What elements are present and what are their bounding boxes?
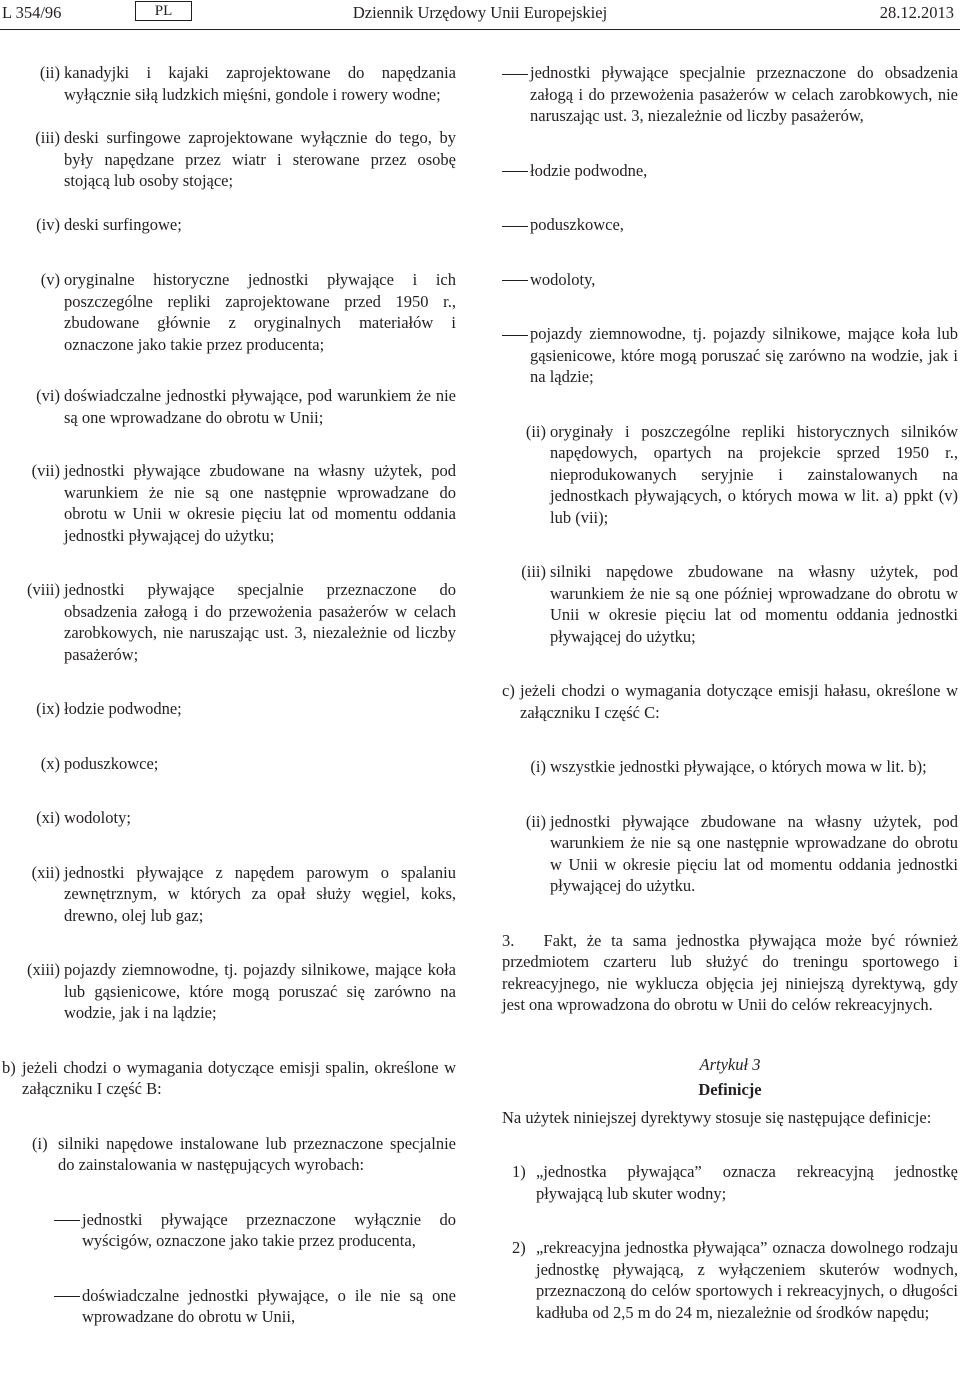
item-text: kanadyjki i kajaki zaprojektowane do napędzania wyłącznie siłą ludzkich mięśni, gondole i rowery wodne;: [64, 63, 456, 104]
left-column: [2, 62, 456, 1328]
publication-date: 28.12.2013: [879, 3, 954, 22]
paragraph-text: Fakt, że ta sama jednostka pływająca może być również przedmiotem czarteru lub służyć do treningu sportowego i rekreacyjnego, nie wyklucza objęcia jej niniejszą dyrektywą, gdy jest ona wprowadzona do obrotu w Unii do celów rekreacyjnych.: [502, 930, 958, 1014]
article-number: Artykuł 3: [699, 1054, 761, 1074]
item-text: oryginały i poszczególne repliki historycznych silników napędowych, opartych na projekcie sprzed 1950 r., nieprodukowanych seryjnie i zainstalowanych na jednostkach pływających, o których mowa w lit. a) ppkt (v) lub (vii);: [550, 421, 958, 527]
paragraph-3: [502, 930, 958, 1016]
dash-item: [502, 323, 958, 388]
item-text: jednostki pływające specjalnie przeznaczone do obsadzenia załogą i do przewożenia pasażerów w celach zarobkowych, nie naruszając ust. 3, niezależnie od liczby pasażerów,: [530, 63, 958, 125]
dash-marker: [502, 160, 528, 182]
item-number: (vi): [36, 386, 60, 405]
item-number: (i): [32, 1133, 48, 1153]
item-text: wodoloty;: [64, 808, 131, 827]
definition-text: „rekreacyjna jednostka pływająca” oznacza dowolnego rodzaju jednostkę pływającą, z wyłączeniem skuterów wodnych, przeznaczoną do celów sportowych i rekreacyjnych, o długości kadłuba od 2,5 m do 24 m, niezależnie od środków napędu;: [536, 1238, 958, 1322]
list-item: [2, 460, 456, 546]
list-item: [2, 959, 456, 1024]
item-text: oryginalne historyczne jednostki pływające i ich poszczególne repliki zaprojektowane przed 1950 r., zbudowane głównie z oryginalnych materiałów i oznaczone jako takie przez producenta;: [64, 270, 456, 354]
item-number: (x): [40, 753, 60, 773]
item-number: (viii): [27, 580, 60, 599]
item-text: jednostki pływające przeznaczone wyłącznie do wyścigów, oznaczone jako takie przez producenta,: [82, 1209, 456, 1250]
item-text: silniki napędowe zbudowane na własny użytek, pod warunkiem że nie są one później wprowadzane do obrotu w Unii w okresie pięciu lat od momentu oddania jednostki pływającej do użytku;: [550, 562, 958, 646]
item-text: jeżeli chodzi o wymagania dotyczące emisji hałasu, określone w załączniku I część C:: [520, 681, 958, 722]
item-number: (iii): [521, 562, 546, 581]
item-text: pojazdy ziemnowodne, tj. pojazdy silnikowe, mające koła lub gąsienicowe, które mogą poruszać się zarówno na wodzie, jak i na lądzie;: [64, 960, 456, 1022]
item-number: (xi): [36, 808, 60, 827]
item-text: pojazdy ziemnowodne, tj. pojazdy silnikowe, mające koła lub gąsienicowe, które mogą poruszać się zarówno na wodzie, jak i na lądzie;: [530, 324, 958, 386]
item-text: jednostki pływające zbudowane na własny użytek, pod warunkiem że nie są one następnie wprowadzane do obrotu w Unii w okresie pięciu lat od momentu oddania jednostki pływającej do użytku.: [550, 811, 958, 895]
list-item: [502, 811, 958, 897]
list-item: [2, 385, 456, 428]
item-text: poduszkowce;: [64, 753, 159, 773]
dash-item: [2, 1209, 456, 1252]
item-text: silniki napędowe instalowane lub przeznaczone specjalnie do zainstalowania w następujących wyrobach:: [58, 1133, 456, 1174]
item-text: jednostki pływające zbudowane na własny użytek, pod warunkiem że nie są one następnie wprowadzane do obrotu w Unii w okresie pięciu lat od momentu oddania jednostki pływającej do użytku;: [64, 461, 456, 545]
list-item: [502, 561, 958, 647]
dash-marker: [54, 1209, 80, 1231]
definition-number: 2): [512, 1238, 526, 1257]
item-number: (ii): [525, 421, 546, 441]
item-number: (ix): [36, 699, 60, 718]
list-item: [2, 698, 456, 720]
list-item: [2, 807, 456, 829]
item-text: deski surfingowe zaprojektowane wyłącznie do tego, by były napędzane przez wiatr i sterowane przez osobę stojącą lub osoby stojące;: [64, 128, 456, 190]
item-number: (xii): [31, 862, 60, 882]
item-text: jeżeli chodzi o wymagania dotyczące emisji spalin, określone w załączniku I część B:: [22, 1057, 456, 1098]
item-text: doświadczalne jednostki pływające, pod warunkiem że nie są one wprowadzane do obrotu w Unii;: [64, 386, 456, 427]
item-number: (vii): [31, 461, 60, 480]
dash-marker: [502, 269, 528, 291]
journal-title: Dziennik Urzędowy Unii Europejskiej: [352, 3, 608, 22]
list-item: [2, 1133, 456, 1176]
item-number: (xiii): [27, 960, 60, 979]
item-text: wodoloty,: [530, 269, 596, 289]
item-text: łodzie podwodne;: [64, 699, 182, 718]
item-number: (i): [530, 757, 546, 776]
item-text: jednostki pływające specjalnie przeznaczone do obsadzenia załogą i do przewożenia pasażerów w celach zarobkowych, nie naruszając ust. 3, niezależnie od liczby pasażerów;: [64, 580, 456, 664]
definition-number: 1): [512, 1162, 526, 1181]
dash-marker: [502, 323, 528, 345]
item-number: (ii): [39, 63, 60, 82]
right-column: [502, 62, 958, 1323]
list-item: [502, 756, 958, 778]
item-number: (ii): [525, 811, 546, 831]
paragraph-number: 3.: [502, 930, 515, 950]
item-number: (iii): [35, 128, 60, 147]
page-header: [0, 0, 960, 36]
dash-item: [2, 1285, 456, 1328]
item-text: wszystkie jednostki pływające, o których mowa w lit. b);: [550, 757, 927, 776]
list-item: [2, 214, 456, 236]
header-rule: [0, 29, 960, 30]
page-reference: L 354/96: [2, 3, 62, 22]
language-badge: PL: [135, 1, 192, 21]
item-text: doświadczalne jednostki pływające, o ile nie są one wprowadzane do obrotu w Unii,: [82, 1285, 456, 1326]
list-item: [2, 579, 456, 665]
list-item: [2, 269, 456, 355]
dash-item: [502, 214, 958, 236]
dash-item: [502, 62, 958, 127]
list-item: [2, 62, 456, 105]
definition-text: „jednostka pływająca” oznacza rekreacyjną jednostkę pływającą lub skuter wodny;: [536, 1162, 958, 1203]
list-item: [502, 421, 958, 529]
article-title: Definicje: [698, 1080, 762, 1099]
item-text: poduszkowce,: [530, 215, 624, 234]
item-letter: b): [2, 1057, 16, 1077]
item-number: (v): [40, 270, 60, 289]
list-item: [2, 753, 456, 775]
list-item: [2, 127, 456, 192]
dash-item: [502, 160, 958, 182]
dash-item: [502, 269, 958, 291]
list-item-c: [502, 680, 958, 723]
list-item: [2, 862, 456, 927]
list-item-b: [2, 1057, 456, 1100]
item-text: jednostki pływające z napędem parowym o spalaniu zewnętrznym, w których za opał służy węgiel, koks, drewno, olej lub gaz;: [64, 862, 456, 925]
item-text: łodzie podwodne,: [530, 160, 648, 180]
dash-marker: [54, 1285, 80, 1307]
dash-marker: [502, 62, 528, 84]
item-text: deski surfingowe;: [64, 214, 182, 234]
article-intro: Na użytek niniejszej dyrektywy stosuje się następujące definicje:: [502, 1107, 932, 1127]
item-letter: c): [502, 681, 515, 700]
definition-item: [502, 1237, 958, 1323]
item-number: (iv): [36, 214, 60, 234]
definition-item: [502, 1161, 958, 1204]
dash-marker: [502, 214, 528, 236]
